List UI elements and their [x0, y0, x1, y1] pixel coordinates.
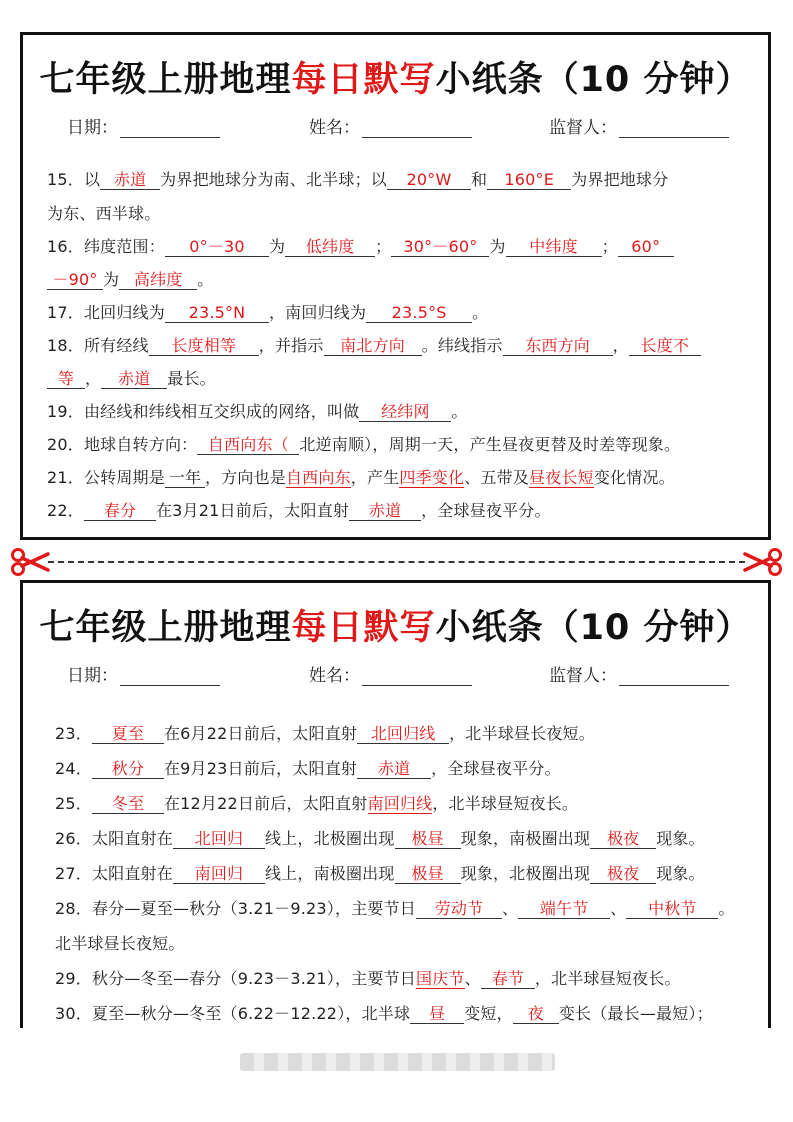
answer-blank: 夜: [513, 1004, 559, 1024]
question-text: ，: [612, 336, 629, 355]
answer-blank: 春节: [481, 969, 535, 989]
question-22: [47, 498, 551, 521]
answer-blank: 南回归: [173, 864, 265, 884]
answer-blank: 0°－30: [165, 237, 269, 257]
name-label: 姓名：: [309, 666, 360, 686]
question-text: 17．北回归线为: [47, 303, 165, 322]
question-text: 25．: [55, 794, 92, 813]
question-text: 。纬线指示: [421, 336, 503, 355]
answer-blank: 东西方向: [503, 336, 613, 356]
date-blank[interactable]: [120, 667, 220, 686]
card-title: [23, 57, 768, 103]
answer-blank: 极夜: [590, 829, 656, 849]
question-text: 。: [718, 899, 735, 918]
answer-blank: 南北方向: [324, 336, 422, 356]
question-text: 、: [610, 899, 627, 918]
question-text: 变长（最长—最短）；: [558, 1004, 713, 1023]
question-text: 线上，南极圈出现: [264, 864, 395, 883]
question-text: 为界把地球分: [571, 170, 669, 189]
answer-blank: 等: [47, 369, 85, 389]
name-label: 姓名：: [309, 118, 360, 138]
answer-blank: 夏至: [92, 724, 164, 744]
question-28-cont: [55, 931, 185, 954]
card-title: [23, 605, 768, 651]
question-text: ，北半球昼短夜长。: [432, 794, 579, 813]
supervisor-label: 监督人：: [549, 118, 617, 138]
supervisor-blank[interactable]: [619, 667, 729, 686]
cut-line: [0, 548, 793, 576]
question-text: 北逆南顺），周期一天，产生昼夜更替及时差等现象。: [299, 435, 681, 454]
title-part-2-red: 每日默写: [291, 608, 436, 648]
answer-blank: 昼: [410, 1004, 464, 1024]
question-text: 在3月21日前后，太阳直射: [155, 501, 350, 520]
answer-blank: 长度不: [629, 336, 701, 356]
question-17: [47, 300, 488, 323]
question-28: [55, 896, 735, 919]
answer-blank: 高纬度: [119, 270, 197, 290]
question-18-cont: [47, 366, 216, 389]
question-text: ，: [85, 369, 102, 388]
question-text: 。: [472, 303, 489, 322]
worksheet-card-1: [20, 32, 771, 540]
answer-blank: 赤道: [349, 501, 421, 521]
answer-blank: 自西向东（: [197, 435, 299, 455]
question-25: [55, 791, 578, 814]
answer-blank: 160°E: [487, 170, 571, 190]
meta-row: [23, 657, 768, 687]
question-text: 北半球昼长夜短。: [55, 934, 185, 953]
question-text: 27．太阳直射在: [55, 864, 173, 883]
answer-underlined: 四季变化: [399, 468, 465, 487]
question-text: 现象，北极圈出现: [460, 864, 591, 883]
answer-blank: 端午节: [518, 899, 610, 919]
answer-blank: 北回归: [173, 829, 265, 849]
name-field[interactable]: [309, 661, 472, 686]
question-23: [55, 721, 595, 744]
title-part-3: 小纸条（10 分钟）: [435, 60, 752, 100]
name-blank[interactable]: [362, 119, 472, 138]
question-text: 16．纬度范围：: [47, 237, 165, 256]
question-text: ，南回归线为: [268, 303, 367, 322]
answer-underlined: 南回归线: [367, 794, 433, 813]
answer-blank: 23.5°N: [165, 303, 269, 323]
question-27: [55, 861, 705, 884]
answer-blank: 低纬度: [285, 237, 375, 257]
name-blank[interactable]: [362, 667, 472, 686]
answer-blank: 冬至: [92, 794, 164, 814]
question-text: 在9月23日前后，太阳直射: [163, 759, 358, 778]
answer-blank: －90°: [47, 270, 103, 290]
question-text: 为东、西半球。: [47, 204, 161, 223]
question-20: [47, 432, 680, 455]
question-text: ，北半球昼短夜长。: [534, 969, 681, 988]
answer-blank: 劳动节: [416, 899, 502, 919]
answer-blank: 春分: [84, 501, 156, 521]
question-text: 。: [451, 402, 468, 421]
question-16-cont: [47, 267, 213, 290]
question-text: 现象。: [656, 829, 705, 848]
question-text: 和: [470, 170, 488, 189]
question-text: ，全球昼夜平分。: [421, 501, 551, 520]
supervisor-label: 监督人：: [549, 666, 617, 686]
question-text: 19．由经线和纬线相互交织成的网络，叫做: [47, 402, 360, 421]
question-text: 在12月22日前后，太阳直射: [163, 794, 368, 813]
answer-blank: 秋分: [92, 759, 164, 779]
question-text: 为: [103, 270, 120, 289]
question-text: 18．所有经线: [47, 336, 149, 355]
answer-blank: 赤道: [357, 759, 431, 779]
question-text: 20．地球自转方向：: [47, 435, 198, 454]
title-part-2-red: 每日默写: [291, 60, 436, 100]
question-text: 为界把地球分为南、北半球；以: [160, 170, 387, 189]
answer-blank: 赤道: [101, 369, 167, 389]
question-text: ，产生: [350, 468, 400, 487]
title-part-1: 七年级上册地理: [39, 608, 292, 648]
question-text: 为: [268, 237, 286, 256]
question-21: [47, 465, 675, 488]
answer-blank: 极夜: [590, 864, 656, 884]
question-text: ；: [375, 237, 392, 256]
question-30: [55, 1001, 713, 1024]
question-24: [55, 756, 561, 779]
question-text: 26．太阳直射在: [55, 829, 173, 848]
supervisor-blank[interactable]: [619, 119, 729, 138]
question-text: 现象。: [656, 864, 705, 883]
question-text: 变化情况。: [593, 468, 675, 487]
question-text: 、: [502, 899, 519, 918]
question-text: 为: [489, 237, 506, 256]
question-text: 现象，南极圈出现: [460, 829, 591, 848]
question-text: 15．以: [47, 170, 101, 189]
question-text: ，全球昼夜平分。: [431, 759, 561, 778]
answer-underlined: 国庆节: [416, 969, 465, 988]
question-26: [55, 826, 705, 849]
title-part-1: 七年级上册地理: [39, 60, 292, 100]
question-16: [47, 234, 674, 257]
answer-underlined: 自西向东: [285, 468, 351, 487]
question-text: 变短，: [464, 1004, 513, 1023]
question-text: 、五带及: [464, 468, 530, 487]
answer-blank: 极昼: [395, 829, 461, 849]
answer-blank: 30°－60°: [391, 237, 489, 257]
question-text: 。: [197, 270, 214, 289]
answer-blank: 60°: [618, 237, 674, 257]
dashed-divider: [48, 561, 745, 563]
answer-blank: 北回归线: [357, 724, 449, 744]
answer-blank: 23.5°S: [366, 303, 472, 323]
supervisor-field[interactable]: [549, 113, 729, 138]
answer-blank: 极昼: [395, 864, 461, 884]
answer-blank: 长度相等: [149, 336, 259, 356]
date-label: 日期：: [67, 118, 118, 138]
date-field[interactable]: [67, 113, 220, 138]
question-text: ；: [601, 237, 618, 256]
answer-blank: 经纬网: [359, 402, 451, 422]
scissors-icon: [10, 548, 50, 576]
answer-underlined: 昼夜长短: [529, 468, 594, 487]
question-text: 最长。: [167, 369, 216, 388]
question-text: 22．: [47, 501, 84, 520]
question-text: 在6月22日前后，太阳直射: [163, 724, 358, 743]
worksheet-card-2: [20, 580, 771, 1028]
answer-blank: 一年: [165, 468, 205, 488]
supervisor-field[interactable]: [549, 661, 729, 686]
answer-blank: 中纬度: [506, 237, 602, 257]
question-15-cont: [47, 201, 160, 224]
answer-blank: 赤道: [100, 170, 160, 190]
question-text: ，北半球昼长夜短。: [449, 724, 595, 743]
question-text: 29．秋分—冬至—春分（9.23－3.21），主要节日: [55, 969, 417, 988]
blurred-watermark: [240, 1053, 555, 1071]
question-text: 、: [464, 969, 481, 988]
title-part-3: 小纸条（10 分钟）: [435, 608, 752, 648]
name-field[interactable]: [309, 113, 472, 138]
question-15: [47, 167, 668, 190]
meta-row: [23, 109, 768, 139]
question-text: 23．: [55, 724, 92, 743]
question-text: 线上，北极圈出现: [264, 829, 395, 848]
question-18: [47, 333, 701, 356]
question-19: [47, 399, 468, 422]
answer-blank: 中秋节: [626, 899, 718, 919]
date-label: 日期：: [67, 666, 118, 686]
scissors-icon: [743, 548, 783, 576]
date-blank[interactable]: [120, 119, 220, 138]
question-text: ，方向也是: [204, 468, 286, 487]
question-text: 28．春分—夏至—秋分（3.21－9.23），主要节日: [55, 899, 417, 918]
question-text: 30．夏至—秋分—冬至（6.22－12.22），北半球: [55, 1004, 411, 1023]
question-text: 24．: [55, 759, 92, 778]
question-text: ，并指示: [258, 336, 324, 355]
question-29: [55, 966, 681, 989]
answer-blank: 20°W: [387, 170, 471, 190]
question-text: 21．公转周期是: [47, 468, 165, 487]
date-field[interactable]: [67, 661, 220, 686]
